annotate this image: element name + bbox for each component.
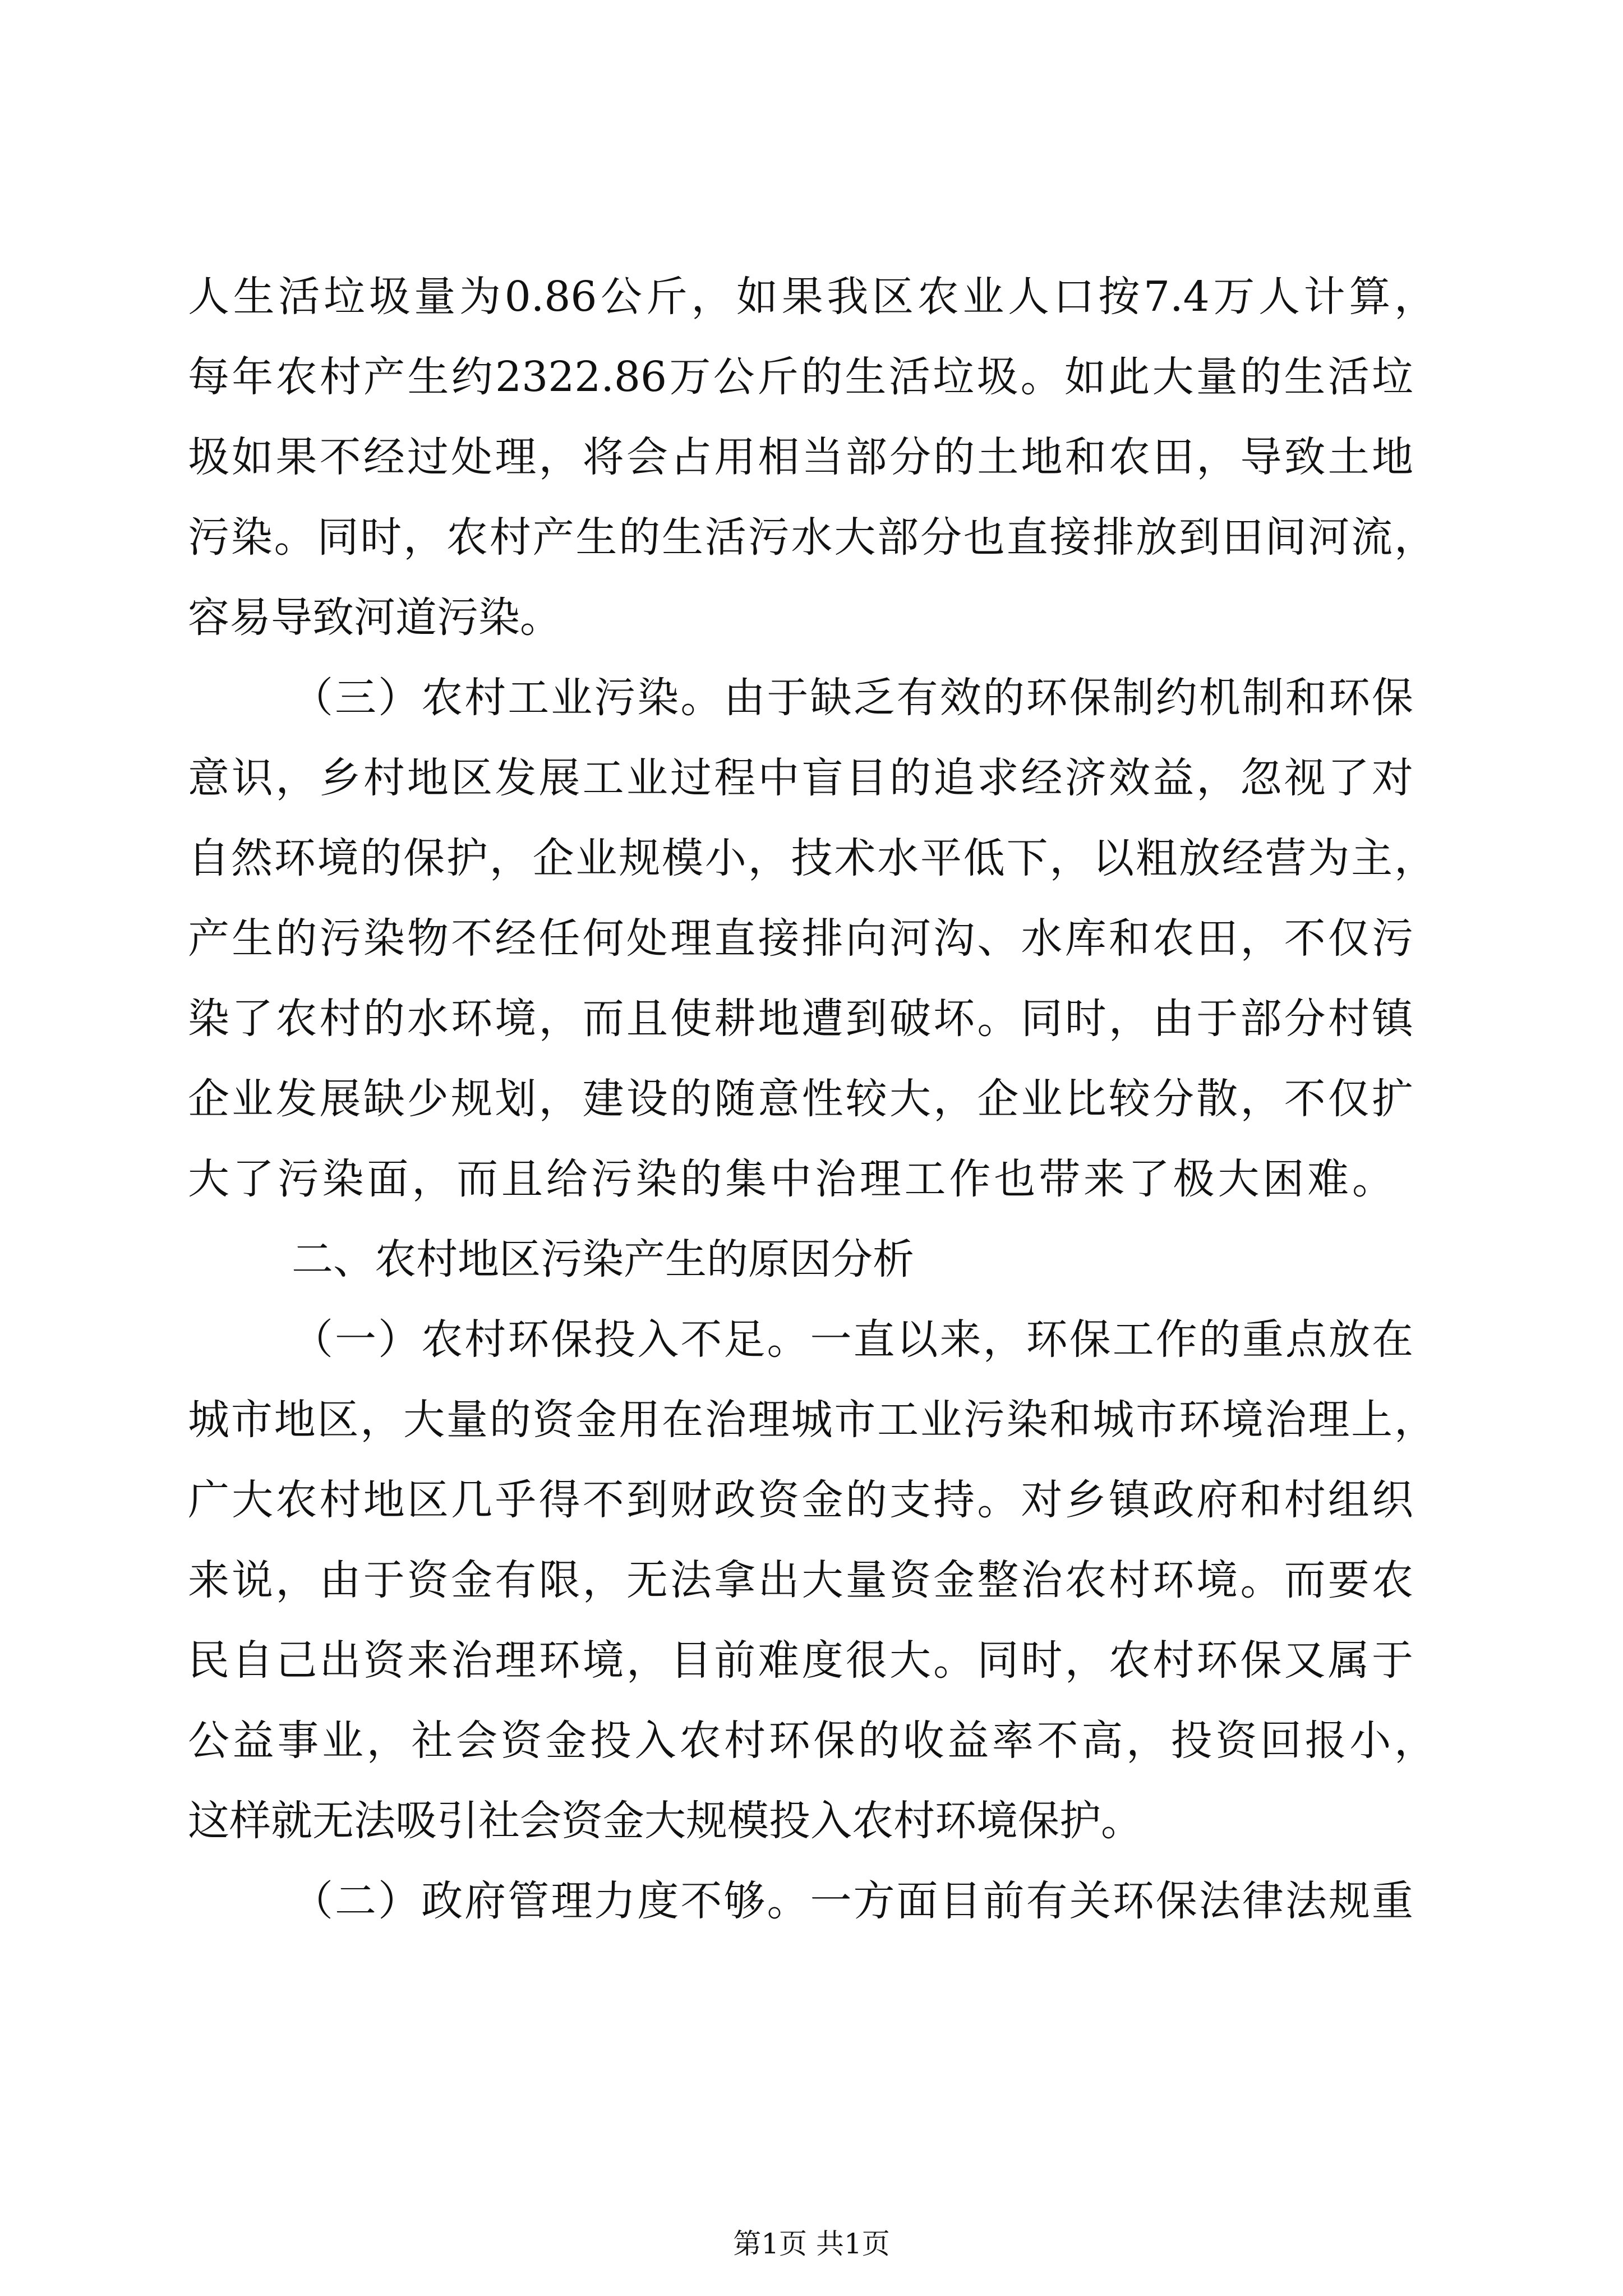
paragraph-line: 广大农村地区几乎得不到财政资金的支持。对乡镇政府和村组织 [188, 1476, 1413, 1524]
paragraph-line: 自然环境的保护，企业规模小，技术水平低下，以粗放经营为主， [188, 834, 1436, 882]
paragraph-line: 产生的污染物不经任何处理直接排向河沟、水库和农田，不仅污 [188, 914, 1413, 963]
paragraph-line: 染了农村的水环境，而且使耕地遭到破坏。同时，由于部分村镇 [188, 995, 1413, 1043]
paragraph-line: 容易导致河道污染。 [188, 593, 561, 642]
paragraph-line: 圾如果不经过处理，将会占用相当部分的土地和农田，导致土地 [188, 433, 1413, 481]
paragraph-line: 人生活垃圾量为0.86公斤，如果我区农业人口按7.4万人计算， [188, 273, 1436, 321]
paragraph-line: 民自己出资来治理环境，目前难度很大。同时，农村环保又属于 [188, 1636, 1413, 1685]
paragraph-line: （一）农村环保投入不足。一直以来，环保工作的重点放在 [292, 1315, 1413, 1364]
section-heading: 二、农村地区污染产生的原因分析 [292, 1235, 914, 1283]
paragraph-line: 来说，由于资金有限，无法拿出大量资金整治农村环境。而要农 [188, 1556, 1413, 1604]
paragraph-line: 意识，乡村地区发展工业过程中盲目的追求经济效益，忽视了对 [188, 754, 1413, 802]
paragraph-line: 污染。同时，农村产生的生活污水大部分也直接排放到田间河流， [188, 513, 1436, 562]
paragraph-line: 大了污染面，而且给污染的集中治理工作也带来了极大困难。 [188, 1155, 1394, 1203]
paragraph-line: 公益事业，社会资金投入农村环保的收益率不高，投资回报小， [188, 1717, 1436, 1765]
paragraph-line: 这样就无法吸引社会资金大规模投入农村环境保护。 [188, 1797, 1142, 1845]
paragraph-line: 每年农村产生约2322.86万公斤的生活垃圾。如此大量的生活垃 [188, 353, 1413, 401]
paragraph-line: 城市地区，大量的资金用在治理城市工业污染和城市环境治理上， [188, 1396, 1436, 1444]
page-number-footer: 第1页 共1页 [733, 2228, 890, 2260]
paragraph-line: （三）农村工业污染。由于缺乏有效的环保制约机制和环保 [292, 674, 1413, 722]
paragraph-line: （二）政府管理力度不够。一方面目前有关环保法律法规重 [292, 1877, 1413, 1925]
paragraph-line: 企业发展缺少规划，建设的随意性较大，企业比较分散，不仅扩 [188, 1075, 1413, 1123]
